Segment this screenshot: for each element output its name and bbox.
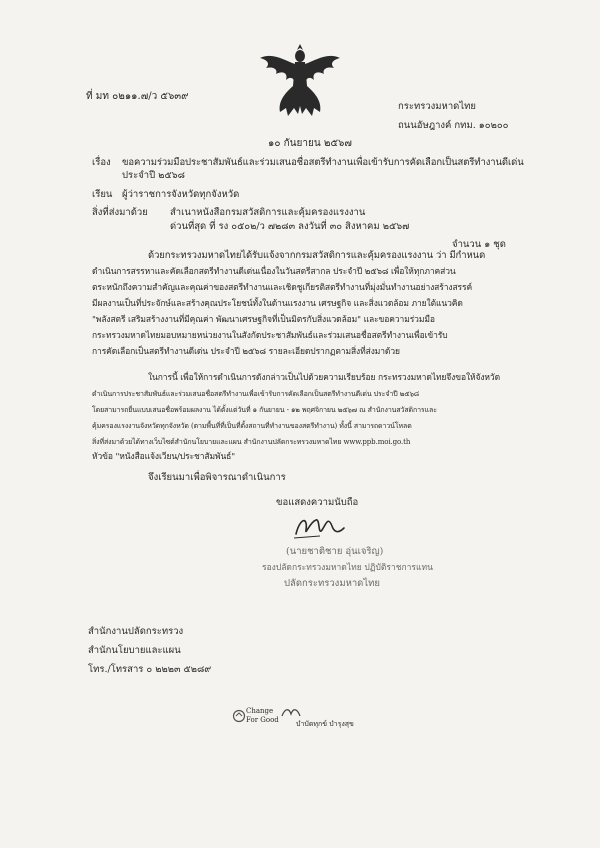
body-para2-line: ในการนี้ เพื่อให้การดำเนินการดังกล่าวเป็นไปด้วยความเรียบร้อย กระทรวงมหาดไทยจึงขอให้จังหวัด <box>148 373 501 383</box>
footer-division: สำนักนโยบายและแผน <box>88 645 181 656</box>
body-para1-line: ด้วยกระทรวงมหาดไทยได้รับแจ้งจากกรมสวัสดิการและคุ้มครองแรงงาน ว่า มีกำหนด <box>148 250 486 261</box>
document-number: ที่ มท ๐๒๑๑.๗/ว ๕๖๓๙ <box>86 91 189 102</box>
subject-line-1: ขอความร่วมมือประชาสัมพันธ์และร่วมเสนอชื่อสตรีทำงานเพื่อเข้ารับการคัดเลือกเป็นสตรีทำงานดีเด่น <box>122 157 524 168</box>
enclosure-line-2: ด่วนที่สุด ที่ รง ๐๕๐๒/ว ๗๒๘๓ ลงวันที่ ๓๐ สิงหาคม ๒๕๖๗ <box>170 221 410 232</box>
subject-label: เรื่อง <box>92 157 111 168</box>
body-para2-line: สิ่งที่ส่งมาด้วยได้ทางเว็บไซต์สำนักนโยบายและแผน สำนักงานปลัดกระทรวงมหาดไทย www.ppb.moi.go.th <box>92 438 411 446</box>
body-para1-line: "พลังสตรี เสริมสร้างงานที่มีคุณค่า พัฒนาเศรษฐกิจที่เป็นมิตรกับสิ่งแวดล้อม" และขอความร่วมมือ <box>92 315 435 325</box>
body-para1-line: ตระหนักถึงความสำคัญและคุณค่าของสตรีทำงานและเชิดชูเกียรติสตรีทำงานที่มุ่งมั่นทำงานอย่างสร้างสรรค์ <box>92 283 473 293</box>
recipient-value: ผู้ว่าราชการจังหวัดทุกจังหวัด <box>122 189 240 200</box>
enclosure-count: จำนวน ๑ ชุด <box>452 239 506 250</box>
signatory-name: (นายชาติชาย อุ่นเจริญ) <box>286 546 384 557</box>
body-para1-line: ดำเนินการสรรหาและคัดเลือกสตรีทำงานดีเด่นเนื่องในวันสตรีสากล ประจำปี ๒๕๖๘ เพื่อให้ทุกภาคส่วน <box>92 267 456 277</box>
body-para2-line: คุ้มครองแรงงานจังหวัดทุกจังหวัด (ตามพื้นที่ที่เป็นที่ตั้งสถานที่ทำงานของสตรีทำงาน) ทั้งนี้ สามารถดาวน์โหลด <box>92 422 412 430</box>
footer-phone: โทร./โทรสาร ๐ ๒๒๒๓ ๕๒๘๙ <box>88 664 212 675</box>
body-para1-line: การคัดเลือกเป็นสตรีทำงานดีเด่น ประจำปี ๒๕๖๘ รายละเอียดปรากฏตามสิ่งที่ส่งมาด้วย <box>92 347 400 357</box>
signatory-position-1: รองปลัดกระทรวงมหาดไทย ปฏิบัติราชการแทน <box>262 563 433 573</box>
regards-text: ขอแสดงความนับถือ <box>276 497 359 508</box>
footer-office: สำนักงานปลัดกระทรวง <box>88 626 184 637</box>
body-para2-line: ดำเนินการประชาสัมพันธ์และร่วมเสนอชื่อสตรีทำงานเพื่อเข้ารับการคัดเลือกเป็นสตรีทำงานดีเด่น ประจำปี ๒๕๖๘ <box>92 390 420 398</box>
letter-date: ๑๐ กันยายน ๒๕๖๗ <box>268 138 352 149</box>
logo-slogan-text: บำบัดทุกข์ บำรุงสุข <box>296 720 354 728</box>
ministry-name: กระทรวงมหาดไทย <box>398 101 476 112</box>
closing-line: จึงเรียนมาเพื่อพิจารณาดำเนินการ <box>148 472 286 483</box>
logo-change-line-2: For Good <box>246 716 279 724</box>
enclosure-label: สิ่งที่ส่งมาด้วย <box>92 207 148 218</box>
ministry-address: ถนนอัษฎางค์ กทม. ๑๐๒๐๐ <box>398 120 509 131</box>
body-para1-line: มีผลงานเป็นที่ประจักษ์และสร้างคุณประโยชน์ทั้งในด้านแรงงาน เศรษฐกิจ และสิ่งแวดล้อม ภายใต้แนวคิด <box>92 299 463 309</box>
body-para2-line: หัวข้อ "หนังสือแจ้งเวียน/ประชาสัมพันธ์" <box>92 452 236 462</box>
recipient-label: เรียน <box>92 189 113 200</box>
signatory-position-2: ปลัดกระทรวงมหาดไทย <box>284 578 380 589</box>
change-for-good-logo-icon <box>232 709 246 723</box>
body-para2-line: โดยสามารถยื่นแบบเสนอชื่อพร้อมผลงาน ได้ตั้งแต่วันที่ ๑ กันยายน - ๑๒ พฤศจิกายน ๒๕๖๗ ณ สำนักงานสวัสดิการและ <box>92 406 437 414</box>
handwritten-signature <box>290 512 350 542</box>
body-para1-line: กระทรวงมหาดไทยมอบหมายหน่วยงานในสังกัดประชาสัมพันธ์และร่วมเสนอชื่อสตรีทำงานเพื่อเข้ารับ <box>92 331 448 341</box>
subject-line-2: ประจำปี ๒๕๖๘ <box>122 170 185 181</box>
logo-change-line-1: Change <box>246 707 274 715</box>
enclosure-line-1: สำเนาหนังสือกรมสวัสดิการและคุ้มครองแรงงาน <box>170 207 366 218</box>
garuda-emblem-icon <box>254 38 346 130</box>
